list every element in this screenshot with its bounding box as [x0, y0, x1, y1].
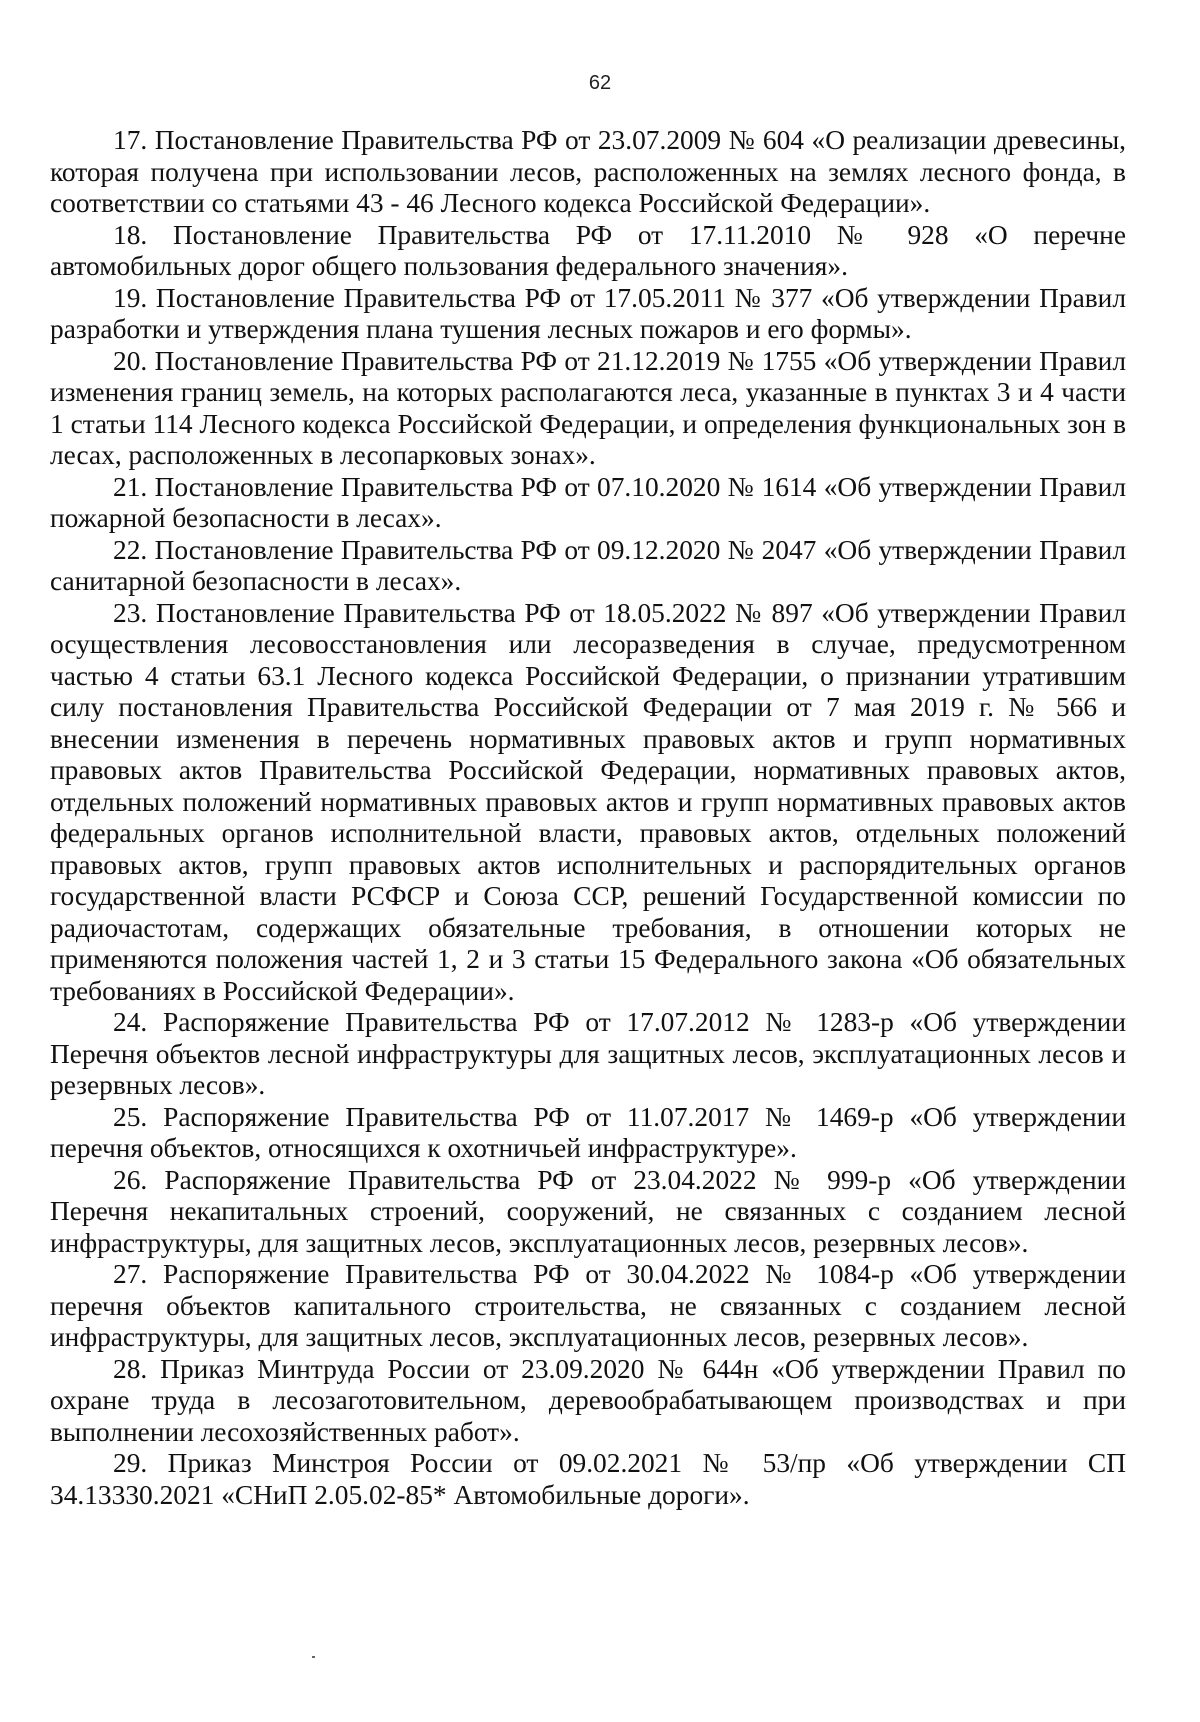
list-item: 23. Постановление Правительства РФ от 18.05.2022 № 897 «Об утверждении Правил осуществления лесовосстановления или лесоразведения в случае, предусмотренном частью 4 статьи 63.1 Лесного кодекса Российской Федерации, о признании утратившим силу постановления Правительства Российской Федерации от 7 мая 2019 г. № 566 и внесении изменения в перечень нормативных правовых актов и групп нормативных правовых актов Правительства Российской Федерации, нормативных правовых актов, отдельных положений нормативных правовых актов и групп нормативных правовых актов федеральных органов исполнительной власти, правовых актов, отдельных положений правовых актов, групп правовых актов исполнительных и распорядительных органов государственной власти РСФСР и Союза ССР, решений Государственной комиссии по радиочастотам, содержащих обязательные требования, в отношении которых не применяются положения частей 1, 2 и 3 статьи 15 Федерального закона «Об обязательных требованиях в Российской Федерации».	[50, 597, 1126, 1006]
list-item: 26. Распоряжение Правительства РФ от 23.04.2022 № 999-р «Об утверждении Перечня некапитальных строений, сооружений, не связанных с созданием лесной инфраструктуры, для защитных лесов, эксплуатационных лесов, резервных лесов».	[50, 1164, 1126, 1258]
page-number: 62	[588, 72, 612, 94]
list-item: 27. Распоряжение Правительства РФ от 30.04.2022 № 1084-р «Об утверждении перечня объектов капитального строительства, не связанных с созданием лесной инфраструктуры, для защитных лесов, эксплуатационных лесов, резервных лесов».	[50, 1259, 1126, 1352]
scan-speck	[312, 1656, 315, 1658]
document-body	[50, 125, 1126, 1511]
list-item: 29. Приказ Минстроя России от 09.02.2021 № 53/пр «Об утверждении СП 34.13330.2021 «СНиП 2.05.02-85* Автомобильные дороги».	[50, 1448, 1126, 1510]
list-item: 19. Постановление Правительства РФ от 17.05.2011 № 377 «Об утверждении Правил разработки и утверждения плана тушения лесных пожаров и его формы».	[50, 282, 1126, 344]
list-item: 17. Постановление Правительства РФ от 23.07.2009 № 604 «О реализации древесины, которая получена при использовании лесов, расположенных на землях лесного фонда, в соответствии со статьями 43 - 46 Лесного кодекса Российской Федерации».	[50, 125, 1126, 218]
list-item: 24. Распоряжение Правительства РФ от 17.07.2012 № 1283-р «Об утверждении Перечня объектов лесной инфраструктуры для защитных лесов, эксплуатационных лесов и резервных лесов».	[50, 1007, 1126, 1100]
list-item: 25. Распоряжение Правительства РФ от 11.07.2017 № 1469-р «Об утверждении перечня объектов, относящихся к охотничьей инфраструктуре».	[50, 1101, 1126, 1163]
list-item: 18. Постановление Правительства РФ от 17.11.2010 № 928 «О перечне автомобильных дорог общего пользования федерального значения».	[50, 219, 1126, 281]
list-item: 20. Постановление Правительства РФ от 21.12.2019 № 1755 «Об утверждении Правил изменения границ земель, на которых располагаются леса, указанные в пунктах 3 и 4 части 1 статьи 114 Лесного кодекса Российской Федерации, и определения функциональных зон в лесах, расположенных в лесопарковых зонах».	[50, 345, 1126, 470]
list-item: 21. Постановление Правительства РФ от 07.10.2020 № 1614 «Об утверждении Правил пожарной безопасности в лесах».	[50, 471, 1126, 533]
list-item: 28. Приказ Минтруда России от 23.09.2020 № 644н «Об утверждении Правил по охране труда в лесозаготовительном, деревообрабатывающем производствах и при выполнении лесохозяйственных работ».	[50, 1353, 1126, 1447]
list-item: 22. Постановление Правительства РФ от 09.12.2020 № 2047 «Об утверждении Правил санитарной безопасности в лесах».	[50, 534, 1126, 596]
